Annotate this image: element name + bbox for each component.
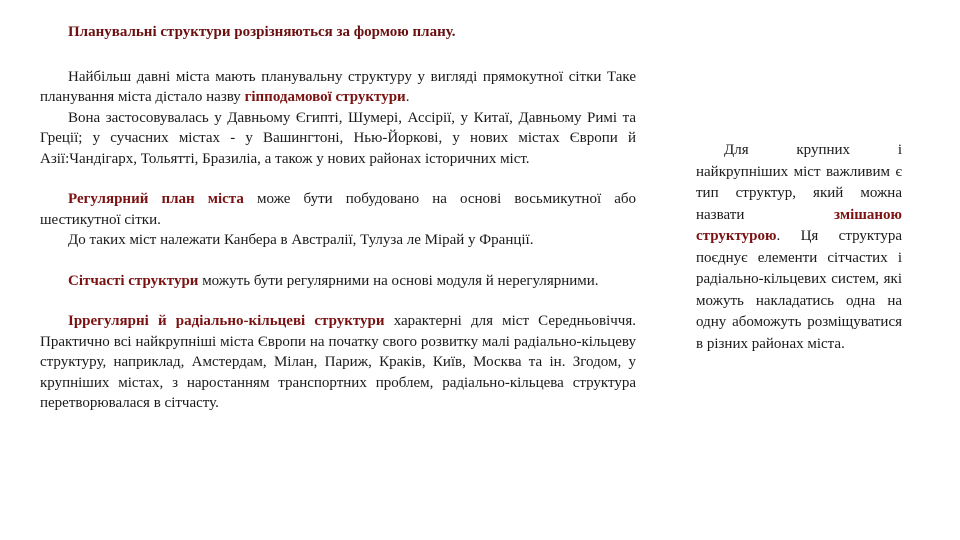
paragraph-text: Для крупних і найкрупніших міст важливим є тип структур, який можна назвати: [696, 142, 902, 223]
paragraph-text: характерні для міст Середньовіччя. Практично всі найкрупніші міста Європи на початку свого розвитку малі радіально-кільцеву структуру, наприклад, Амстердам, Мілан, Париж, Краків, Київ, Москва та ін. Згодом, у крупніших містах, з наростанням транспортних проблем, радіально-кільцева структура перетворювалася в сітчасту.: [40, 313, 636, 411]
term-regular-plan: Регулярний план міста: [68, 191, 244, 207]
paragraph-mixed-structure: [696, 140, 902, 355]
term-mesh-structures: Сітчасті структури: [68, 272, 199, 289]
paragraph-text: . Ця структура поєднує елементи сітчастих і радіально-кільцевих систем, які можуть накладатись одна на одну абоможуть розміщуватися в різних районах міста.: [696, 228, 902, 352]
term-hippodamian: гіпподамової структури: [244, 89, 406, 105]
section-title: Планувальні структури розрізняються за формою плану.: [68, 24, 456, 40]
term-mixed-structure: змішаною структурою: [696, 206, 902, 244]
left-column: [40, 22, 636, 414]
paragraph-regular-plan: [40, 189, 636, 230]
paragraph-text: можуть бути регулярними на основі модуля й нерегулярними.: [198, 272, 599, 289]
paragraph-mesh-structures: [40, 271, 636, 292]
paragraph-grid-origin: [40, 67, 636, 108]
right-column: [696, 140, 902, 355]
paragraph-text: може бути побудовано на основі восьмикутної або шестикутної сітки.: [40, 191, 637, 228]
paragraph-text: .: [405, 89, 410, 105]
paragraph-radial-structures: [40, 311, 636, 414]
paragraph-grid-usage: Вона застосовувалась у Давньому Єгипті, Шумері, Ассірії, у Китаї, Давньому Римі та Греції; у сучасних містах - у Вашингтоні, Нью-Йоркові, у нових містах Європи й Азії:Чандігарх, Тольятті, Бразиліа, а також у нових районах історичних міст.: [40, 109, 636, 167]
paragraph-regular-examples: До таких міст належати Канбера в Австралії, Тулуза ле Мірай у Франції.: [68, 232, 534, 248]
paragraph-text: Найбільш давні міста мають планувальну структуру у вигляді прямокутної сітки Таке планування міста дістало назву: [40, 68, 636, 105]
term-radial-structures: Іррегулярні й радіально-кільцеві структури: [68, 313, 385, 329]
